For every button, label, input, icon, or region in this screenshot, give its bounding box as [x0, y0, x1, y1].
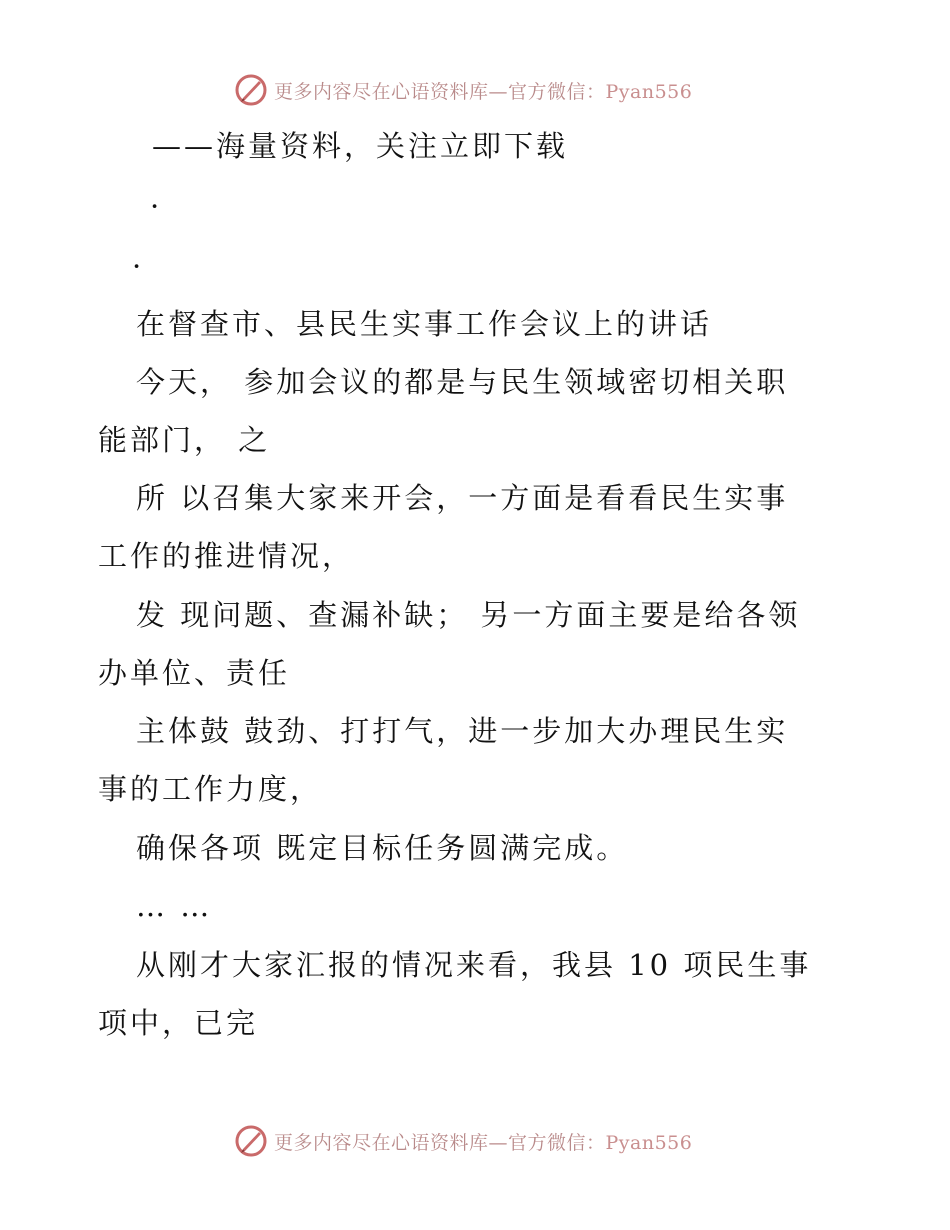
paragraph-line: 从刚才大家汇报的情况来看，我县 10 项民生事	[136, 948, 812, 982]
bullet-dot: ·	[150, 189, 163, 223]
banner-label: 更多内容尽在心语资料库—官方微信：	[274, 80, 606, 103]
banner-text	[274, 77, 692, 104]
banner-account: Pyan556	[605, 1131, 693, 1154]
quill-pen-icon	[234, 73, 268, 107]
paragraph-line: 工作的推进情况，	[98, 539, 355, 573]
paragraph-line: 能部门， 之	[98, 423, 271, 457]
paragraph-line: 今天， 参加会议的都是与民生领域密切相关职	[136, 365, 789, 399]
subtitle-line: ——海量资料，关注立即下载	[152, 129, 569, 163]
paragraph-line: 发 现问题、查漏补缺； 另一方面主要是给各领	[136, 598, 801, 632]
ellipsis-line: … …	[136, 889, 213, 923]
bullet-dot: ·	[132, 249, 145, 283]
paragraph-line: 所 以召集大家来开会，一方面是看看民生实事	[136, 481, 789, 515]
paragraph-line: 项中，已完	[98, 1006, 259, 1040]
header-banner	[234, 72, 692, 108]
paragraph-line: 主体鼓 鼓劲、打打气，进一步加大办理民生实	[136, 714, 789, 748]
quill-pen-icon	[234, 1124, 268, 1158]
paragraph-line: 事的工作力度，	[98, 772, 323, 806]
banner-account: Pyan556	[605, 80, 693, 103]
document-title: 在督查市、县民生实事工作会议上的讲话	[136, 307, 713, 341]
footer-banner	[234, 1123, 692, 1159]
banner-text	[274, 1128, 692, 1155]
banner-label: 更多内容尽在心语资料库—官方微信：	[274, 1131, 606, 1154]
paragraph-line: 办单位、责任	[98, 656, 291, 690]
paragraph-line: 确保各项 既定目标任务圆满完成。	[136, 831, 629, 865]
